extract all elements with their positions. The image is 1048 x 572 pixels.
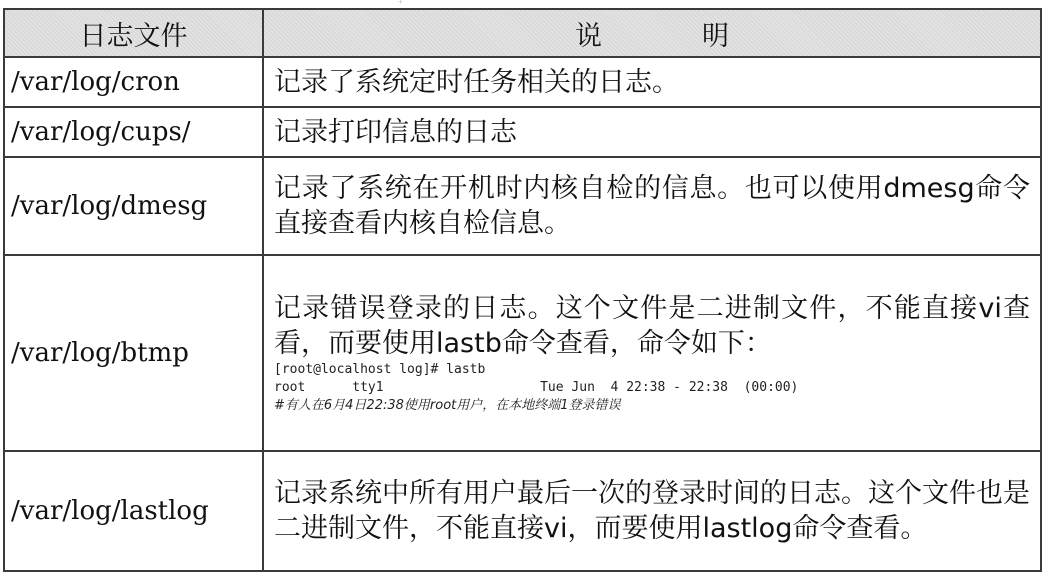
table-row (4, 57, 1041, 107)
table-row (4, 255, 1041, 451)
log-file-description: 记录错误登录的日志。这个文件是二进制文件，不能直接vi查看，而要使用lastb命令查看，命令如下： (274, 293, 1030, 359)
header-description (263, 9, 1041, 57)
table-row (4, 451, 1041, 571)
header-description-char-2: 明 (702, 20, 729, 52)
header-log-file: 日志文件 (4, 9, 263, 57)
header-description-char-1: 说 (575, 20, 602, 52)
scan-mark: + (398, 0, 404, 7)
log-file-description-cell (263, 255, 1041, 451)
command-prompt: [root@localhost log]# lastb (274, 362, 486, 377)
log-file-description: 记录了系统定时任务相关的日志。 (263, 57, 1041, 107)
log-file-description: 记录了系统在开机时内核自检的信息。也可以使用dmesg命令直接查看内核自检信息。 (263, 157, 1041, 255)
log-file-path: /var/log/btmp (4, 255, 263, 451)
log-file-path: /var/log/cups/ (4, 107, 263, 157)
table-row (4, 157, 1041, 255)
log-file-path: /var/log/dmesg (4, 157, 263, 255)
command-comment: #有人在6月4日22:38使用root用户，在本地终端1登录错误 (274, 398, 621, 413)
command-output: root tty1 Tue Jun 4 22:38 - 22:38 (00:00) (274, 380, 799, 395)
log-file-path: /var/log/lastlog (4, 451, 263, 571)
log-file-path: /var/log/cron (4, 57, 263, 107)
table-row (4, 107, 1041, 157)
log-file-description: 记录打印信息的日志 (263, 107, 1041, 157)
log-files-table (3, 8, 1042, 572)
header-row (4, 9, 1041, 57)
log-file-description: 记录系统中所有用户最后一次的登录时间的日志。这个文件也是二进制文件，不能直接vi，而要使用lastlog命令查看。 (263, 451, 1041, 571)
